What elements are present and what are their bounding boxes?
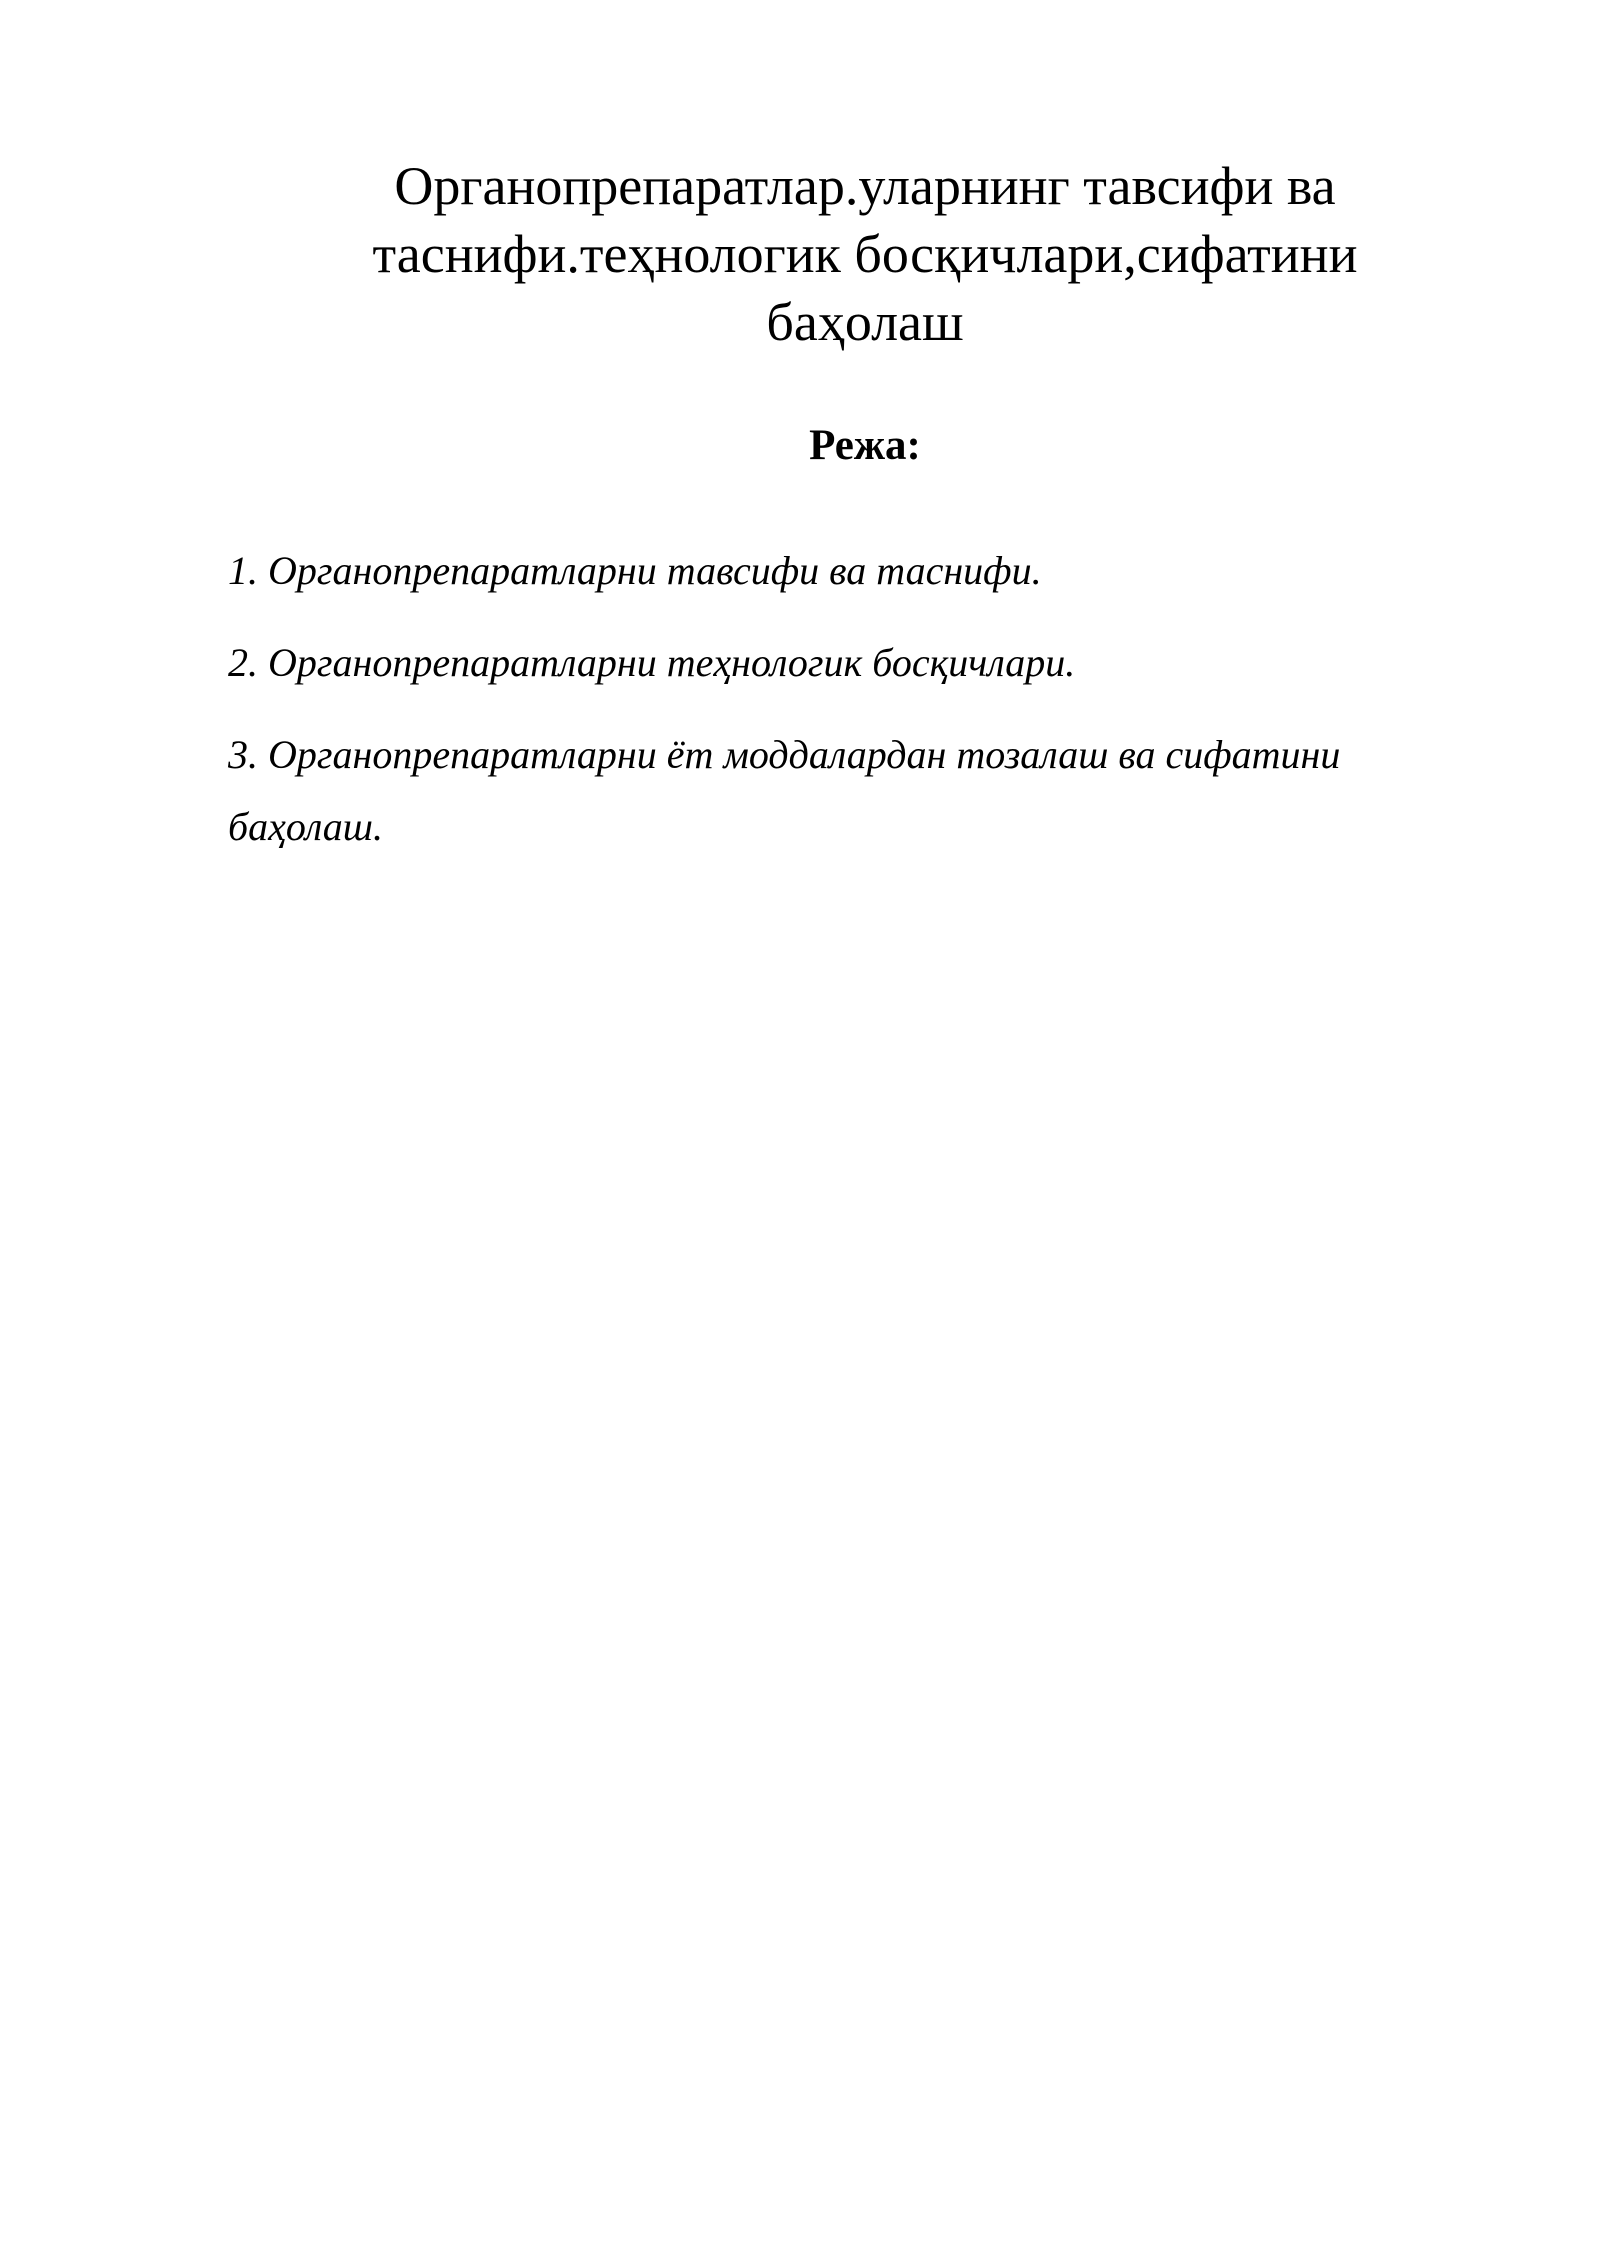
plan-item-2: 2. Органопрепаратларни теҳнологик босқичлари. [228,640,1076,685]
plan-item-3: 3. Органопрепаратларни ёт моддалардан тозалаш ва сифатини баҳолаш. [228,732,1341,849]
title-line-2: таснифи.теҳнологик босқичлари,сифатини [372,224,1358,284]
document-title [290,152,1440,356]
plan-list [228,545,1458,903]
plan-item-1: 1. Органопрепаратларни тавсифи ва таснифи. [228,548,1042,593]
title-line-3: баҳолаш [766,292,964,352]
title-line-1: Органопрепаратлар.уларнинг тавсифи ва [394,156,1336,216]
plan-heading: Режа: [809,422,921,469]
